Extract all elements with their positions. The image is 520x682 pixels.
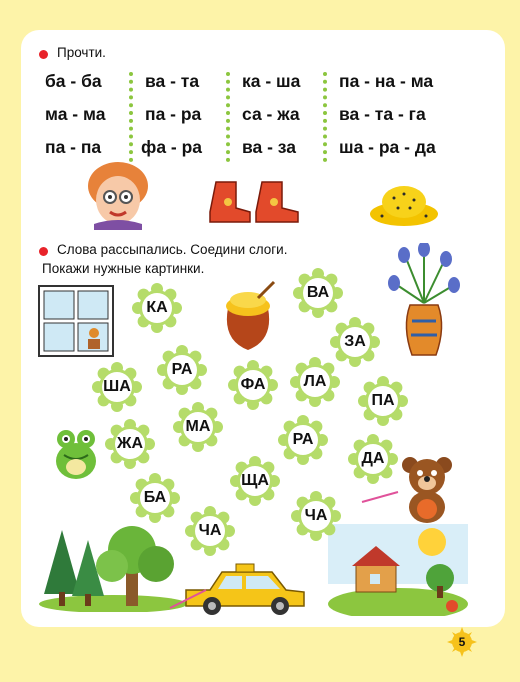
syllable-label: ЧА bbox=[304, 507, 328, 524]
window-picture bbox=[38, 285, 114, 362]
bullet-icon bbox=[39, 50, 48, 59]
syllable-row: па - па bbox=[45, 137, 102, 157]
syllable-row: ма - ма bbox=[45, 104, 106, 124]
grandma-picture bbox=[80, 160, 156, 235]
syllable-flower bbox=[130, 473, 180, 523]
syllable-label: ЗА bbox=[344, 333, 366, 350]
syllable-row: ва - та - га bbox=[339, 104, 426, 124]
syllable-row: ва - за bbox=[242, 137, 297, 157]
syllable-row: фа - ра bbox=[141, 137, 203, 157]
syllable-label: ВА bbox=[306, 284, 330, 301]
syllable-row: ва - та bbox=[145, 71, 200, 91]
syllable-label: ЛА bbox=[303, 373, 327, 390]
syllable-label: КА bbox=[146, 299, 168, 316]
syllable-row: са - жа bbox=[242, 104, 300, 124]
syllable-label: РА bbox=[171, 361, 193, 378]
instruction-read: Прочти. bbox=[57, 45, 106, 60]
bear-cub-picture bbox=[398, 453, 456, 530]
panama-hat-picture bbox=[368, 180, 440, 233]
syllable-flower bbox=[278, 415, 328, 465]
syllable-row: ка - ша bbox=[242, 71, 301, 91]
forest-picture bbox=[38, 522, 188, 617]
syllable-label: ФА bbox=[240, 376, 266, 393]
column-divider bbox=[129, 72, 133, 162]
syllable-flower bbox=[293, 268, 343, 318]
syllable-flower bbox=[92, 362, 142, 412]
syllable-flower bbox=[228, 360, 278, 410]
pointer-line bbox=[168, 588, 208, 610]
column-divider bbox=[226, 72, 230, 162]
syllable-flower bbox=[132, 283, 182, 333]
instruction-connect: Слова рассыпались. Соедини слоги. bbox=[57, 242, 288, 257]
page-number-badge bbox=[447, 627, 477, 657]
syllable-flower bbox=[185, 506, 235, 556]
syllable-label: ЩА bbox=[241, 472, 269, 489]
syllable-label: ДА bbox=[361, 450, 385, 467]
syllable-flower bbox=[291, 491, 341, 541]
syllable-label: БА bbox=[143, 489, 167, 506]
syllable-row: ша - ра - да bbox=[339, 137, 436, 157]
syllable-flower bbox=[290, 357, 340, 407]
syllable-row: па - ра bbox=[145, 104, 202, 124]
syllable-flower bbox=[173, 402, 223, 452]
syllable-label: РА bbox=[292, 431, 314, 448]
page-number: 5 bbox=[458, 635, 466, 649]
syllable-flower bbox=[358, 376, 408, 426]
instruction-show-pictures: Покажи нужные картинки. bbox=[42, 261, 205, 276]
bullet-icon bbox=[39, 247, 48, 256]
syllable-label: ПА bbox=[371, 392, 395, 409]
syllable-row: па - на - ма bbox=[339, 71, 434, 91]
syllable-label: ЧА bbox=[198, 522, 222, 539]
column-divider bbox=[323, 72, 327, 162]
syllable-flower bbox=[157, 345, 207, 395]
syllable-label: ЖА bbox=[116, 435, 143, 452]
honey-pot-picture bbox=[218, 278, 278, 359]
syllable-flower bbox=[105, 419, 155, 469]
frog-picture bbox=[50, 427, 102, 488]
syllable-label: МА bbox=[185, 418, 211, 435]
flowers-in-vase-picture bbox=[384, 243, 464, 363]
boots-picture bbox=[206, 178, 304, 231]
pointer-line bbox=[360, 490, 400, 504]
syllable-flower bbox=[230, 456, 280, 506]
syllable-flower bbox=[348, 434, 398, 484]
syllable-row: ба - ба bbox=[45, 71, 102, 91]
syllable-label: ША bbox=[103, 378, 131, 395]
village-picture bbox=[328, 524, 468, 621]
